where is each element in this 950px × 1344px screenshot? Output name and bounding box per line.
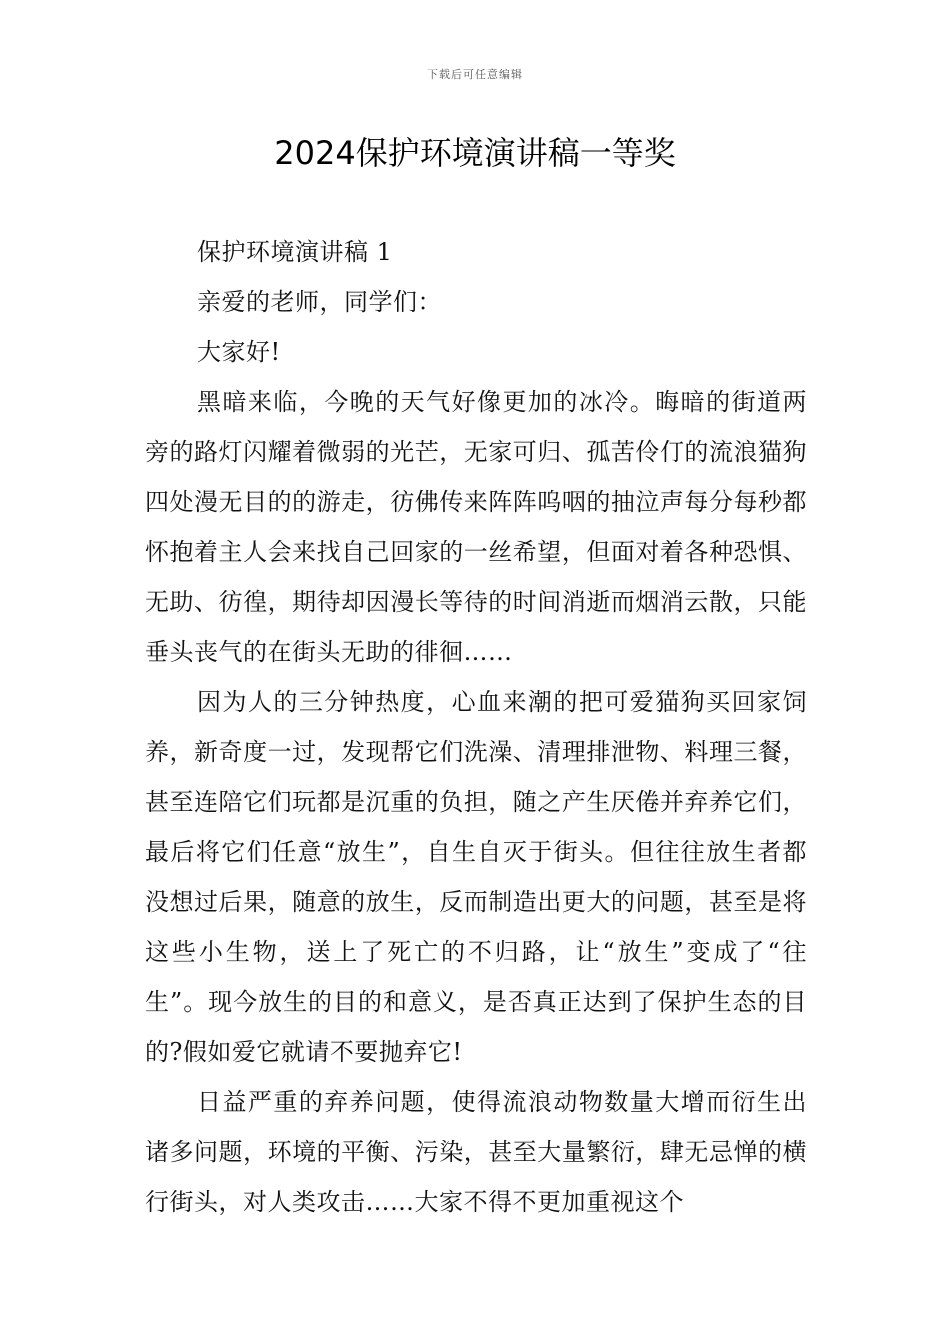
greeting: 大家好! [197, 338, 281, 366]
body-paragraph: 因为人的三分钟热度，心血来潮的把可爱猫狗买回家饲养，新奇度一过，发现帮它们洗澡、清理排泄物、料理三餐，甚至连陪它们玩都是沉重的负担，随之产生厌倦并弃养它们，最后将它们任意“放生”，自生自灭于街头。但往往放生者都没想过后果，随意的放生，反而制造出更大的问题，甚至是将这些小生物，送上了死亡的不归路，让“放生”变成了“往生”。现今放生的目的和意义，是否真正达到了保护生态的目的?假如爱它就请不要抛弃它! [145, 688, 807, 1066]
salutation: 亲爱的老师，同学们： [197, 288, 442, 316]
body-paragraph: 黑暗来临，今晚的天气好像更加的冰冷。晦暗的街道两旁的路灯闪耀着微弱的光芒，无家可归、孤苦伶仃的流浪猫狗四处漫无目的的游走，彷佛传来阵阵呜咽的抽泣声每分每秒都怀抱着主人会来找自己回家的一丝希望，但面对着各种恐惧、无助、彷徨，期待却因漫长等待的时间消逝而烟消云散，只能垂头丧气的在街头无助的徘徊…… [145, 388, 807, 666]
header-note: 下载后可任意编辑 [427, 68, 523, 81]
document-body [145, 227, 807, 1227]
document-title: 2024保护环境演讲稿一等奖 [274, 134, 676, 172]
body-paragraph: 日益严重的弃养问题，使得流浪动物数量大增而衍生出诸多问题，环境的平衡、污染，甚至大量繁衍，肆无忌惮的横行街头，对人类攻击……大家不得不更加重视这个 [145, 1088, 807, 1216]
speech-subtitle: 保护环境演讲稿 1 [197, 238, 393, 266]
